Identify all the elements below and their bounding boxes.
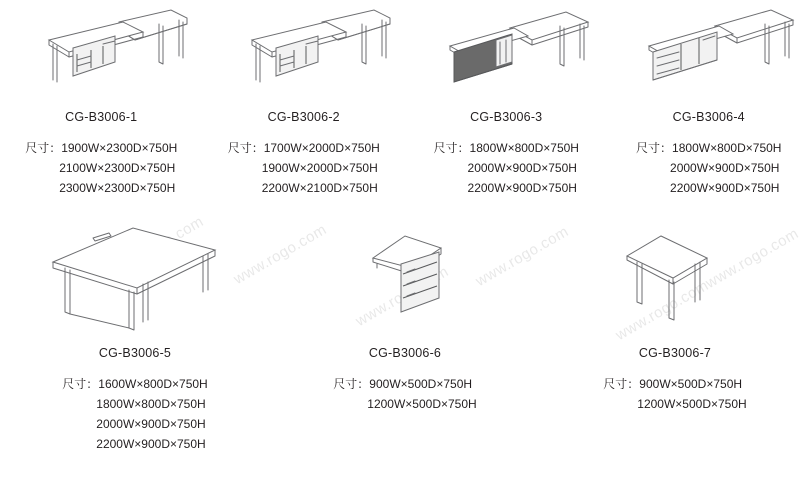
dims-value: 1900W×2000D×750H (261, 161, 378, 175)
dims-value: 1800W×800D×750H (672, 141, 782, 155)
dims-value: 2000W×900D×750H (467, 161, 577, 175)
dims-value: 1800W×800D×750H (96, 397, 206, 411)
product-code: CG-B3006-4 (672, 110, 745, 124)
dims-label: 尺寸： (25, 141, 62, 155)
product-dimensions (434, 138, 579, 198)
dims-label: 尺寸： (433, 141, 470, 155)
dims-value: 900W×500D×750H (369, 377, 473, 391)
product-row-bottom (0, 206, 810, 498)
product-cell (0, 0, 203, 206)
l-shaped-desk-left-credenza-icon (203, 0, 406, 98)
straight-desk-icon (0, 206, 270, 336)
dims-value: 2200W×900D×750H (96, 437, 206, 451)
dims-value: 1700W×2000D×750H (263, 141, 380, 155)
dims-label: 尺寸： (62, 377, 99, 391)
dims-value: 1200W×500D×750H (637, 397, 747, 411)
product-dimensions (636, 138, 781, 198)
side-return-table-icon (540, 206, 810, 336)
dims-value: 2300W×2300D×750H (59, 181, 176, 195)
product-cell (405, 0, 608, 206)
product-cell (270, 206, 540, 498)
l-shaped-desk-dark-credenza-icon (405, 0, 608, 98)
product-code: CG-B3006-7 (638, 346, 712, 360)
product-code: CG-B3006-5 (98, 346, 172, 360)
watermark: www.rogo.com (472, 223, 572, 290)
product-cell (608, 0, 810, 206)
dims-label: 尺寸： (227, 141, 264, 155)
watermark: www.rogo.com (230, 221, 330, 288)
l-shaped-desk-side-credenza-icon (608, 0, 810, 98)
dims-value: 900W×500D×750H (639, 377, 743, 391)
dims-label: 尺寸： (333, 377, 370, 391)
dims-value: 2200W×900D×750H (467, 181, 577, 195)
product-dimensions (333, 374, 476, 414)
dims-value: 1800W×800D×750H (469, 141, 579, 155)
product-cell (540, 206, 810, 498)
watermark: www.rogo.com (702, 225, 802, 292)
dims-value: 1900W×2300D×750H (61, 141, 178, 155)
dims-label: 尺寸： (603, 377, 640, 391)
product-code: CG-B3006-3 (470, 110, 543, 124)
product-code: CG-B3006-1 (65, 110, 138, 124)
dims-value: 2100W×2300D×750H (59, 161, 176, 175)
product-code: CG-B3006-2 (267, 110, 340, 124)
mobile-pedestal-drawer-unit-icon (270, 206, 540, 336)
product-dimensions (25, 138, 177, 198)
product-row-top (0, 0, 810, 206)
dims-value: 2000W×900D×750H (670, 161, 780, 175)
dims-label: 尺寸： (636, 141, 673, 155)
product-dimensions (62, 374, 207, 454)
dims-value: 2200W×2100D×750H (261, 181, 378, 195)
product-cell (0, 206, 270, 498)
product-code: CG-B3006-6 (368, 346, 442, 360)
product-dimensions (603, 374, 746, 414)
dims-value: 2000W×900D×750H (96, 417, 206, 431)
l-shaped-desk-left-credenza-icon (0, 0, 203, 98)
product-cell (203, 0, 406, 206)
dims-value: 1600W×800D×750H (98, 377, 208, 391)
watermark: www.rogo.com (612, 277, 712, 344)
dims-value: 2200W×900D×750H (670, 181, 780, 195)
product-dimensions (228, 138, 380, 198)
dims-value: 1200W×500D×750H (367, 397, 477, 411)
